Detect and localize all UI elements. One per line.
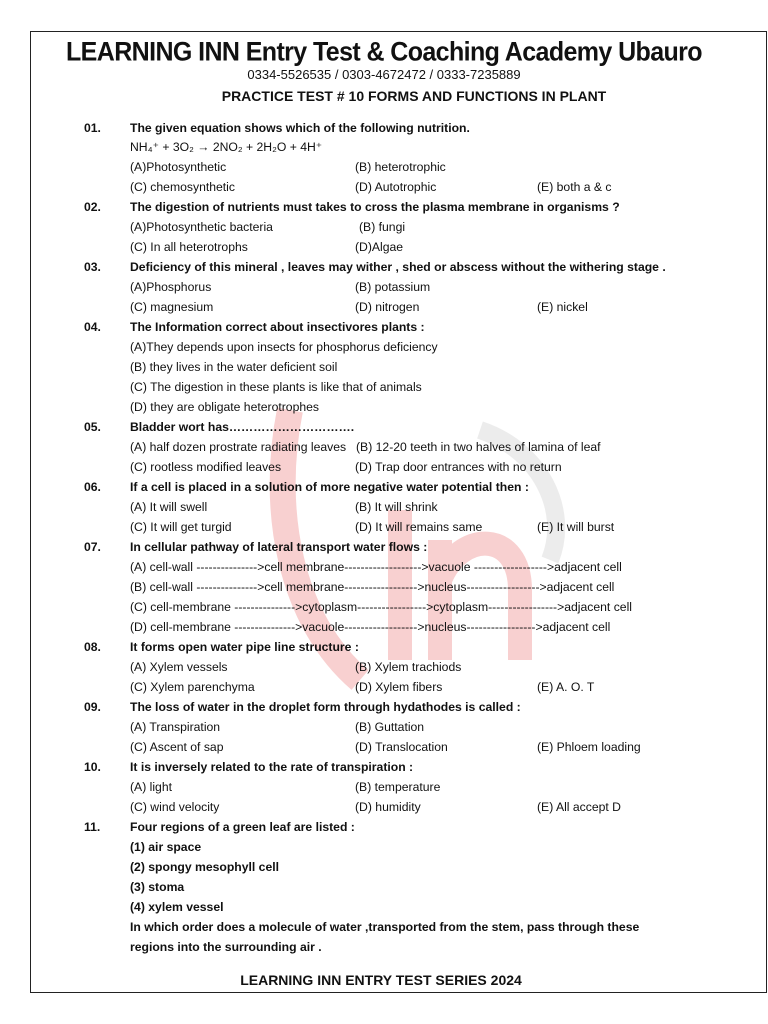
option: (C) rootless modified leaves <box>130 460 282 474</box>
option: (A)They depends upon insects for phosphorus deficiency <box>130 340 438 354</box>
option: (D) cell-membrane --------------->vacuole------------------>nucleus----------------->adjacent cell <box>130 620 611 634</box>
option: (E) Phloem loading <box>537 740 641 754</box>
question-number: 08. <box>84 640 101 654</box>
option: (E) both a & c <box>537 180 612 194</box>
list-item: (1) air space <box>130 840 202 854</box>
equation: NH₄⁺ + 3O₂ → 2NO₂ + 2H₂O + 4H⁺ <box>130 140 323 154</box>
question-number: 03. <box>84 260 101 274</box>
question-text: Four regions of a green leaf are listed : <box>130 820 355 834</box>
option: (E) All accept D <box>537 800 621 814</box>
option: (A) light <box>130 780 172 794</box>
option: (B) potassium <box>355 280 431 294</box>
option: (C) wind velocity <box>130 800 220 814</box>
question-text: The digestion of nutrients must takes to cross the plasma membrane in organisms ? <box>130 200 620 214</box>
option: (C) Ascent of sap <box>130 740 224 754</box>
option: (D) nitrogen <box>355 300 420 314</box>
option: (C) chemosynthetic <box>130 180 235 194</box>
option: (A)Photosynthetic bacteria <box>130 220 273 234</box>
question-number: 06. <box>84 480 101 494</box>
question-number: 05. <box>84 420 101 434</box>
question-text: regions into the surrounding air . <box>130 940 322 954</box>
question-text: The given equation shows which of the following nutrition. <box>130 121 470 135</box>
question-number: 11. <box>84 820 101 834</box>
question-text: In which order does a molecule of water ,transported from the stem, pass through these <box>130 920 640 934</box>
option: (B) temperature <box>355 780 441 794</box>
option: (A) cell-wall --------------->cell membrane------------------->vacuole ------------------>adjacent cell <box>130 560 622 574</box>
list-item: (3) stoma <box>130 880 185 894</box>
option: (D) Translocation <box>355 740 448 754</box>
question-number: 02. <box>84 200 101 214</box>
question-text: Deficiency of this mineral , leaves may wither , shed or abscess without the withering stage . <box>130 260 666 274</box>
question-number: 10. <box>84 760 101 774</box>
option: (B) Guttation <box>355 720 425 734</box>
option: (D) they are obligate heterotrophes <box>130 400 320 414</box>
option: (D) humidity <box>355 800 421 814</box>
question-text: The loss of water in the droplet form through hydathodes is called : <box>130 700 521 714</box>
option: (A) Transpiration <box>130 720 221 734</box>
page-title: LEARNING INN Entry Test & Coaching Academy Ubauro <box>66 36 702 68</box>
option: (A)Photosynthetic <box>130 160 227 174</box>
option: (D) Trap door entrances with no return <box>355 460 562 474</box>
option: (D)Algae <box>355 240 404 254</box>
option: (D) It will remains same <box>355 520 483 534</box>
option: (B) they lives in the water deficient soil <box>130 360 338 374</box>
question-text: Bladder wort has…………………………. <box>130 420 355 434</box>
contact-numbers: 0334-5526535 / 0303-4672472 / 0333-7235889 <box>247 67 521 82</box>
question-text: If a cell is placed in a solution of more negative water potential then : <box>130 480 529 494</box>
option: (D) Xylem fibers <box>355 680 443 694</box>
test-subtitle: PRACTICE TEST # 10 FORMS AND FUNCTIONS IN PLANT <box>221 88 607 104</box>
option: (C) Xylem parenchyma <box>130 680 255 694</box>
question-number: 09. <box>84 700 101 714</box>
option: (B) heterotrophic <box>355 160 446 174</box>
option: (B) Xylem trachiods <box>355 660 462 674</box>
option: (A) It will swell <box>130 500 208 514</box>
option: (A) half dozen prostrate radiating leaves <box>130 440 347 454</box>
option: (A) Xylem vessels <box>130 660 228 674</box>
option: (E) It will burst <box>537 520 615 534</box>
option: (B) 12-20 teeth in two halves of lamina of leaf <box>356 440 601 454</box>
question-number: 01. <box>84 121 101 135</box>
option: (D) Autotrophic <box>355 180 437 194</box>
option: (B) cell-wall --------------->cell membrane------------------>nucleus------------------>adjacent cell <box>130 580 615 594</box>
option: (C) It will get turgid <box>130 520 232 534</box>
option: (A)Phosphorus <box>130 280 212 294</box>
page-footer: LEARNING INN ENTRY TEST SERIES 2024 <box>240 972 522 988</box>
question-text: It forms open water pipe line structure : <box>130 640 359 654</box>
question-text: The Information correct about insectivores plants : <box>130 320 425 334</box>
option: (C) The digestion in these plants is like that of animals <box>130 380 422 394</box>
question-number: 07. <box>84 540 101 554</box>
option: (C) In all heterotrophs <box>130 240 248 254</box>
option: (C) magnesium <box>130 300 214 314</box>
option: (B) It will shrink <box>355 500 438 514</box>
option: (E) A. O. T <box>537 680 595 694</box>
option: (E) nickel <box>537 300 588 314</box>
option: (C) cell-membrane --------------->cytoplasm----------------->cytoplasm----------------->adjacent cell <box>130 600 632 614</box>
question-text: It is inversely related to the rate of transpiration : <box>130 760 414 774</box>
question-text: In cellular pathway of lateral transport water flows : <box>130 540 428 554</box>
list-item: (2) spongy mesophyll cell <box>130 860 279 874</box>
list-item: (4) xylem vessel <box>130 900 224 914</box>
question-number: 04. <box>84 320 101 334</box>
option: (B) fungi <box>359 220 406 234</box>
